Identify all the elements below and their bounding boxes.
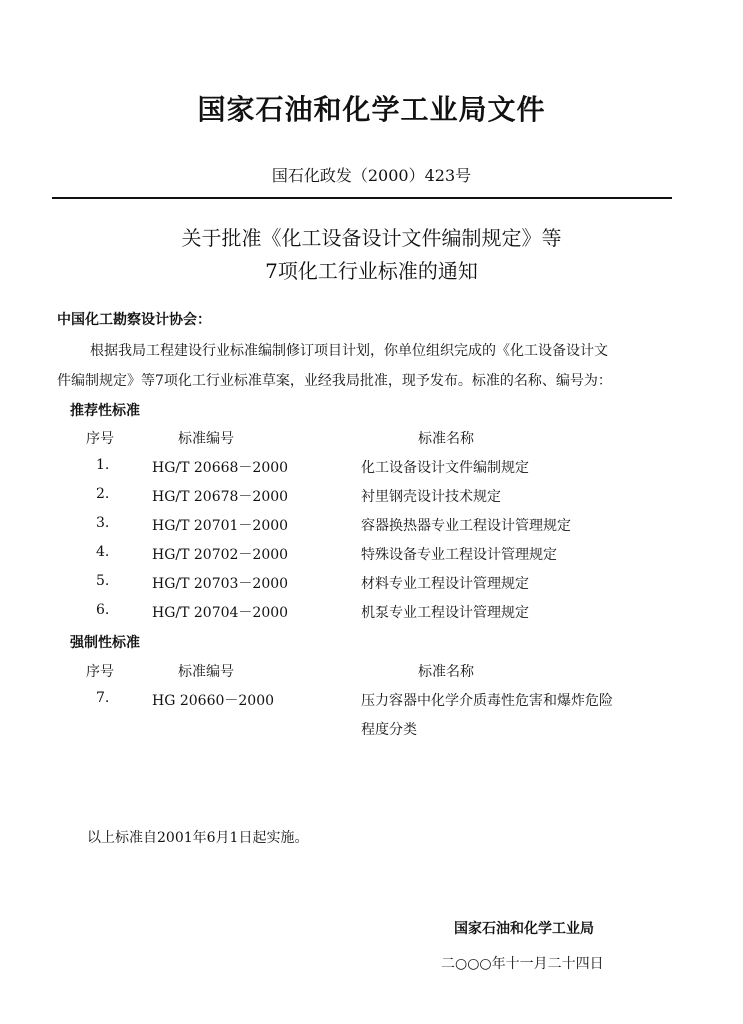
table-row: [0, 573, 743, 595]
table-row: [0, 486, 743, 508]
row-no: 5.: [96, 573, 110, 589]
column-code: 标准编号: [178, 431, 234, 447]
row-no: 3.: [96, 515, 110, 531]
effective-date-statement: 以上标准自2001年6月1日起实施。: [87, 830, 309, 846]
table-row: [0, 457, 743, 479]
row-name: 特殊设备专业工程设计管理规定: [361, 547, 557, 563]
row-no: 6.: [96, 602, 110, 618]
document-title: 国家石油和化学工业局文件: [197, 93, 546, 126]
column-no: 序号: [86, 431, 114, 447]
row-name: 衬里钢壳设计技术规定: [361, 489, 501, 505]
table-row: [0, 690, 743, 712]
row-no: 7.: [96, 690, 110, 706]
recommended-table-header: [0, 428, 743, 450]
body-paragraph-line1: 根据我局工程建设行业标准编制修订项目计划，你单位组织完成的《化工设备设计文: [90, 343, 608, 359]
row-code: HG 20660－2000: [152, 693, 275, 709]
issuing-organization: 国家石油和化学工业局: [454, 921, 594, 937]
row-name: 容器换热器专业工程设计管理规定: [361, 518, 571, 534]
row-no: 1.: [96, 457, 110, 473]
row-code: HG/T 20704－2000: [152, 605, 289, 621]
addressee: 中国化工勘察设计协会：: [57, 312, 211, 328]
header-divider: [52, 197, 672, 199]
row-name: 材料专业工程设计管理规定: [361, 576, 529, 592]
row-code: HG/T 20701－2000: [152, 518, 289, 534]
row-no: 2.: [96, 486, 110, 502]
document-number: 国石化政发（2000）423号: [271, 166, 472, 185]
notice-title-line1: 关于批准《化工设备设计文件编制规定》等: [181, 226, 562, 250]
column-code: 标准编号: [178, 664, 234, 680]
row-code: HG/T 20668－2000: [152, 460, 289, 476]
issue-date: 二○○○年十一月二十四日: [441, 956, 604, 972]
mandatory-heading: 强制性标准: [70, 635, 140, 651]
row-code: HG/T 20703－2000: [152, 576, 289, 592]
table-row: [0, 515, 743, 537]
row-no: 4.: [96, 544, 110, 560]
table-row-continuation: [0, 719, 743, 741]
column-name: 标准名称: [418, 664, 474, 680]
notice-title-line2: 7项化工行业标准的通知: [265, 259, 478, 283]
body-paragraph-line2: 件编制规定》等7项化工行业标准草案，业经我局批准，现予发布。标准的名称、编号为：: [57, 373, 612, 389]
row-code: HG/T 20678－2000: [152, 489, 289, 505]
row-name: 化工设备设计文件编制规定: [361, 460, 529, 476]
row-name: 压力容器中化学介质毒性危害和爆炸危险: [361, 693, 613, 709]
column-name: 标准名称: [418, 431, 474, 447]
table-row: [0, 602, 743, 624]
column-no: 序号: [86, 664, 114, 680]
row-name-continuation: 程度分类: [361, 722, 417, 738]
table-row: [0, 544, 743, 566]
mandatory-table-header: [0, 661, 743, 683]
recommended-heading: 推荐性标准: [70, 403, 140, 419]
row-code: HG/T 20702－2000: [152, 547, 289, 563]
row-name: 机泵专业工程设计管理规定: [361, 605, 529, 621]
